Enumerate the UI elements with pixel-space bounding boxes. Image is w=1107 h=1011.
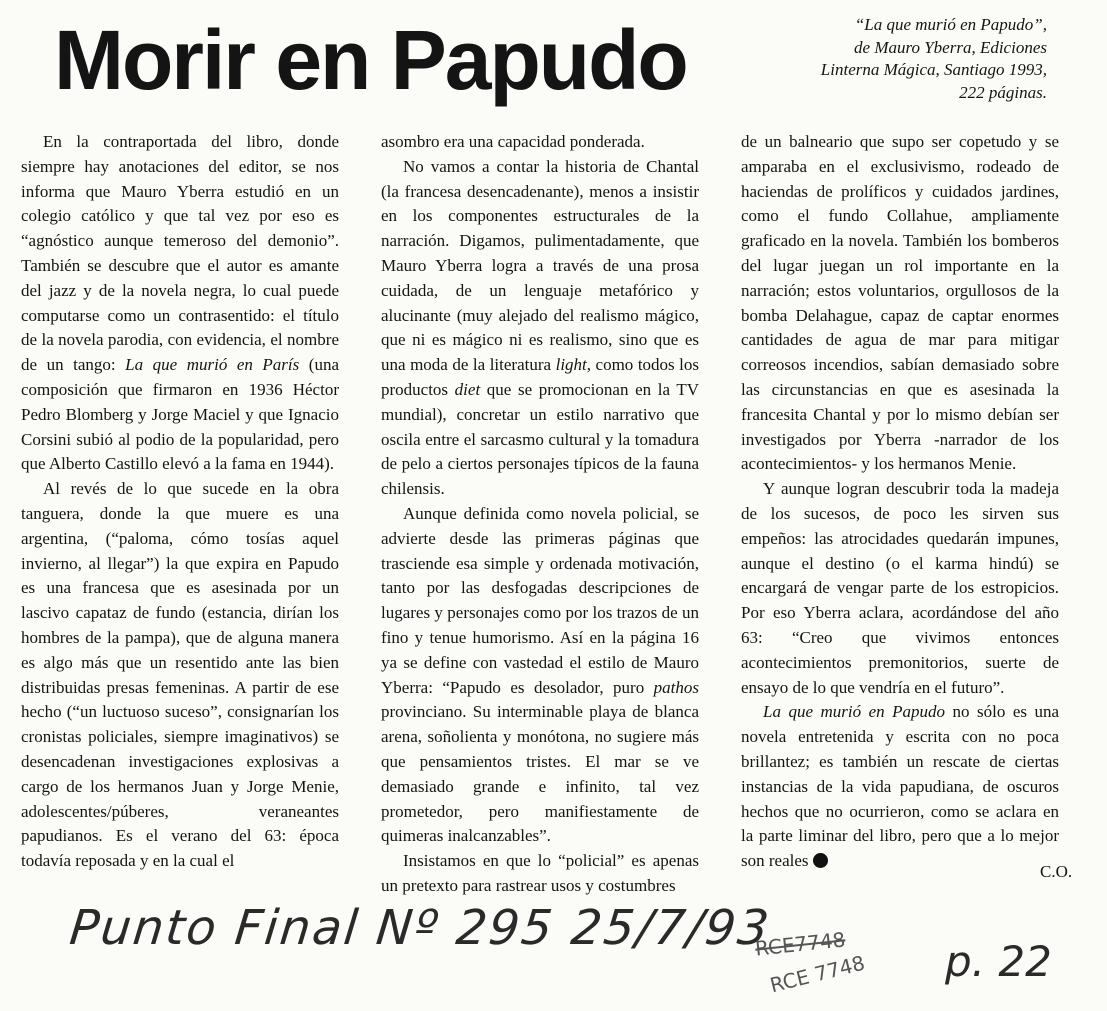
handwritten-page-number: p. 22: [945, 937, 1052, 986]
book-ref-line: 222 páginas.: [959, 82, 1047, 102]
book-ref-line: Linterna Mágica, Santiago 1993,: [820, 60, 1047, 79]
paragraph-text: (una composición que firmaron en 1936 Héctor Pedro Blomberg y Jorge Maciel y que Ignacio Corsini subió al podio de la popularidad, pero que Alberto Castillo elevó a la fama en 1944).: [21, 355, 340, 474]
book-reference: [727, 14, 1047, 104]
stamp-code: RCE 7748: [767, 950, 868, 998]
italic-term: light: [555, 355, 587, 375]
paragraph: [381, 502, 699, 849]
paragraph: Al revés de lo que sucede en la obra tanguera, donde la que muere es una argentina, (“paloma, cómo tosías aquel invierno, al llegar”) la que expira en Papudo es una francesa que es asesinada por un lascivo capataz de fundo (estancia, dirían los hombres de la pampa), que de alguna manera es algo más que un resentido ante las bien distribuidas presas femeninas. A partir de ese hecho (“un luctuoso suceso”, consignarían los cronistas policiales, siempre imaginativos) se desencadenan investigaciones explosivas a cargo de los hermanos Juan y Jorge Menie, adolescentes/púberes, veraneantes papudianos. Es el verano del 63: época todavía reposada y en la cual el: [21, 479, 339, 871]
book-ref-line: de Mauro Yberra, Ediciones: [854, 37, 1047, 57]
paragraph-text: No vamos a contar la historia de Chantal (la francesa desencadenante), menos a insistir en los componentes estructurales de la narración. Digamos, pulimentadamente, que Mauro Yberra logra a través de una prosa cuidada, de un lenguaje metafórico y alucinante (muy alejado del realismo mágico, que ni es mágico ni es realismo, sino que es una moda de la literatura: [381, 156, 699, 375]
paragraph-text: , como todos los productos: [381, 355, 700, 399]
paragraph: asombro era una capacidad ponderada.: [381, 132, 645, 151]
archive-stamp: [755, 918, 867, 1008]
end-mark-icon: [813, 853, 828, 868]
article-column-3: [741, 130, 1059, 874]
author-initials: C.O.: [1040, 862, 1073, 881]
paragraph-text: En la contraportada del libro, donde siempre hay anotaciones del editor, se nos informa que Mauro Yberra estudió en un colegio católico y que tal vez por eso es “agnóstico aunque temeroso del demonio”. También se descubre que el autor es amante del jazz y de la novela negra, lo cual puede computarse como un contrasentido: el título de la novela parodia, con evidencia, el nombre de un tango:: [21, 132, 339, 375]
paragraph: Insistamos en que lo “policial” es apenas un pretexto para rastrear usos y costumbres: [381, 851, 699, 895]
paragraph: Y aunque logran descubrir toda la madeja de los sucesos, de poco les sirven sus empeños: las atrocidades quedarán impunes, aunque el destino (o el karma hindú) se encargará de vengar parte de los estropicios. Por eso Yberra aclara, acordándose del año 63: “Creo que vivimos entonces acontecimientos premonitorios, suerte de ensayo de lo que vendría en el futuro”.: [741, 479, 1059, 697]
book-ref-line: “La que murió en Papudo”,: [854, 15, 1047, 34]
paragraph-text: que se promocionan en la TV mundial), concretar un estilo narrativo que oscila entre el sarcasmo cultural y la tomadura de pelo a ciertos personajes típicos de la fauna chilensis.: [381, 379, 699, 499]
paragraph-text: Aunque definida como novela policial, se advierte desde las primeras páginas que trasciende esa simple y ordenada motivación, tanto por las desfogadas descripciones de lugares y personajes como por los trazos de un fino y tenue humorismo. Así en la página 16 ya se define con vastedad el estilo de Mauro Yberra: “Papudo es desolador, puro: [381, 503, 699, 697]
article-column-1: [21, 130, 339, 874]
paragraph-text: provinciano. Su interminable playa de blanca arena, soñolienta y monótona, no sugiere más que pensamientos tristes. El mar se ve demasiado grande e infinito, tal vez prometedor, pero manifiestamente de quimeras inalcanzables”.: [381, 702, 699, 846]
paragraph-text: no sólo es una novela entretenida y escrita con no poca brillantez; es también un rescate de ciertas instancias de la vida papudiana, de oscuros hechos que no ocurrieron, como se aclara en la parte liminar del libro, pero que a lo mejor son reales: [741, 702, 1060, 871]
paragraph: [741, 700, 1059, 874]
italic-term: diet: [454, 379, 481, 399]
paragraph: de un balneario que supo ser copetudo y se amparaba en el exclusivismo, rodeado de haciendas de prolíficos y cuidados jardines, como el fundo Collahue, ampliamente graficado en la novela. También los bomberos del lugar juegan un rol importante en la narración; estos voluntarios, orgullosos de la bomba Delahague, capaz de captar enormes cantidades de agua de mar para mitigar correosos incendios, sabían demasiado sobre las circunstancias en que es asesinada la francesita Chantal y por lo mismo debían ser investigados por Yberra -narrador de los acontecimientos- y los hermanos Menie.: [741, 132, 1059, 474]
paragraph: [381, 155, 699, 502]
handwritten-source-note: Punto Final Nº 295 25/7/93: [67, 900, 774, 956]
stamp-crossed-code: RCE7748: [753, 927, 847, 961]
paragraph: [21, 130, 339, 477]
tango-title: La que murió en París: [125, 355, 300, 375]
book-title: La que murió en Papudo: [763, 702, 945, 722]
article-headline: Morir en Papudo: [54, 13, 687, 107]
italic-term: pathos: [653, 677, 700, 697]
article-column-2: [381, 130, 699, 899]
